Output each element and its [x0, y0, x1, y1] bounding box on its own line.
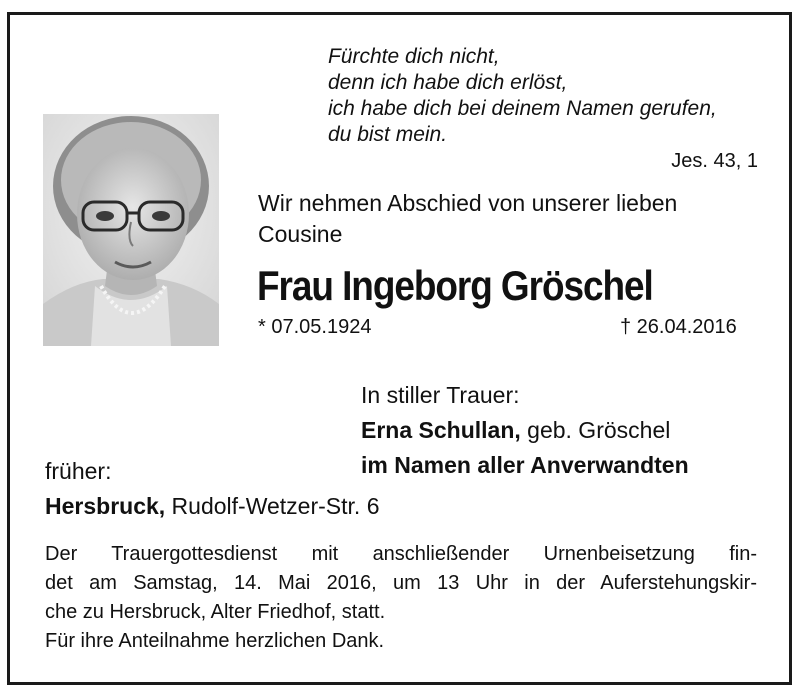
deceased-name: Frau Ingeborg Gröschel [257, 262, 653, 309]
death-date: † 26.04.2016 [620, 316, 737, 338]
service-notice [45, 540, 757, 656]
portrait-photo-image [43, 114, 219, 346]
mourner-line [361, 413, 689, 448]
verse-line: ich habe dich bei deinem Namen gerufen, [328, 97, 717, 120]
bible-verse [328, 44, 758, 172]
mourner-maiden-name: geb. Gröschel [520, 417, 671, 443]
mourners-block [361, 378, 689, 483]
former-address-line [45, 489, 379, 524]
verse-reference: Jes. 43, 1 [671, 150, 758, 172]
former-street: Rudolf-Wetzer-Str. 6 [165, 493, 380, 519]
mourners-heading: In stiller Trauer: [361, 382, 520, 408]
verse-line: Fürchte dich nicht, [328, 45, 500, 68]
mourner-name: Erna Schullan, [361, 417, 521, 443]
former-address [45, 454, 379, 524]
service-line: che zu Hersbruck, Alter Friedhof, statt. [45, 601, 386, 623]
former-city: Hersbruck, [45, 493, 166, 519]
service-line: det am Samstag, 14. Mai 2016, um 13 Uhr in der Auferstehungskir- [45, 572, 757, 594]
portrait-photo [43, 114, 219, 346]
service-line: Der Trauergottesdienst mit anschließender Urnenbeisetzung fin- [45, 543, 757, 565]
birth-date: * 07.05.1924 [258, 316, 372, 338]
farewell-intro: Wir nehmen Abschied von unserer lieben Cousine [258, 190, 678, 247]
mourners-family: im Namen aller Anverwandten [361, 452, 689, 478]
verse-line: denn ich habe dich erlöst, [328, 71, 568, 94]
thanks-line: Für ihre Anteilnahme herzlichen Dank. [45, 630, 385, 652]
verse-line: du bist mein. [328, 123, 448, 146]
former-address-label: früher: [45, 458, 112, 484]
